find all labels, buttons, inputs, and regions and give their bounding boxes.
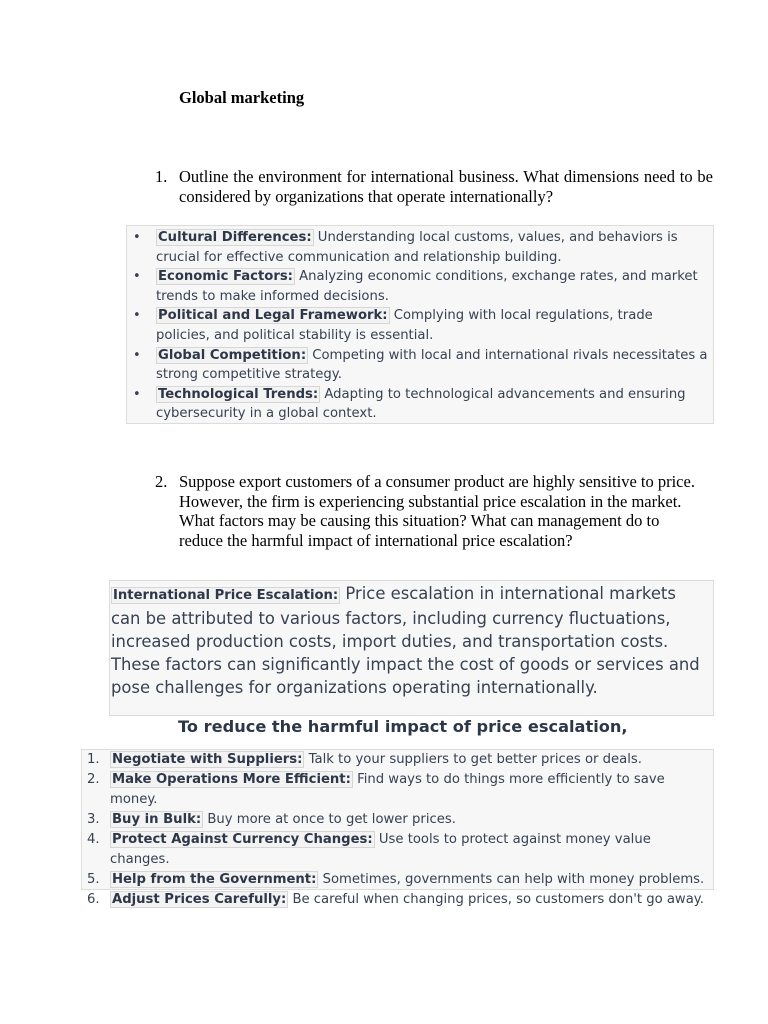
bullet-icon: • bbox=[133, 386, 141, 402]
question-1-text: Outline the environment for international business. What dimensions need to be considered by organizations that operate internationally? bbox=[179, 167, 713, 206]
question-1 bbox=[155, 167, 713, 206]
step-term: Protect Against Currency Changes: bbox=[112, 832, 373, 847]
step-desc: Use tools to protect against money value changes. bbox=[110, 832, 651, 867]
list-item bbox=[127, 385, 709, 424]
step-number: 2. bbox=[87, 772, 100, 787]
term-international-price-escalation: International Price Escalation: bbox=[113, 588, 339, 603]
list-item bbox=[127, 306, 709, 345]
list-item bbox=[82, 870, 711, 890]
step-number: 4. bbox=[87, 832, 100, 847]
bullet-icon: • bbox=[133, 308, 141, 324]
term-cultural-differences: Cultural Differences: bbox=[158, 230, 312, 245]
step-term: Adjust Prices Carefully: bbox=[112, 892, 287, 907]
list-item bbox=[82, 750, 711, 770]
desc-technological-trends: Adapting to technological advancements and ensuring cybersecurity in a global context. bbox=[156, 386, 686, 422]
list-item bbox=[127, 346, 709, 385]
desc-international-price-escalation: Price escalation in international markets can be attributed to various factors, including currency fluctuations, increased production costs, import duties, and transportation costs. These factors can significantly impact the cost of goods or services and pose challenges for organizations operating internationally. bbox=[111, 584, 700, 697]
term-technological-trends: Technological Trends: bbox=[158, 386, 319, 402]
term-economic-factors: Economic Factors: bbox=[158, 269, 293, 285]
bullet-icon: • bbox=[133, 230, 141, 245]
step-number: 5. bbox=[87, 872, 100, 887]
list-item bbox=[82, 770, 711, 810]
step-number: 3. bbox=[87, 812, 100, 827]
list-item bbox=[82, 890, 711, 910]
bullet-icon: • bbox=[133, 347, 141, 363]
step-desc: Find ways to do things more efficiently to save money. bbox=[110, 772, 665, 807]
desc-global-competition: Competing with local and international rivals necessitates a strong competitive strategy. bbox=[156, 347, 708, 383]
question-1-number: 1. bbox=[155, 167, 168, 186]
answer-2-panel bbox=[109, 580, 714, 716]
step-desc: Talk to your suppliers to get better prices or deals. bbox=[304, 752, 642, 767]
term-global-competition: Global Competition: bbox=[158, 347, 307, 363]
question-2-number: 2. bbox=[155, 472, 168, 491]
step-term: Make Operations More Efficient: bbox=[112, 772, 351, 787]
step-desc: Buy more at once to get lower prices. bbox=[203, 812, 456, 827]
step-desc: Sometimes, governments can help with money problems. bbox=[318, 872, 705, 887]
step-number: 6. bbox=[87, 892, 100, 907]
step-term: Negotiate with Suppliers: bbox=[112, 752, 303, 767]
list-item bbox=[82, 830, 711, 870]
reduce-impact-heading: To reduce the harmful impact of price escalation, bbox=[178, 717, 628, 736]
question-2-text: Suppose export customers of a consumer product are highly sensitive to price. However, the firm is experiencing substantial price escalation in the market. What factors may be causing this situation? What can management do to reduce the harmful impact of international price escalation? bbox=[179, 472, 695, 550]
step-term: Buy in Bulk: bbox=[112, 812, 202, 827]
step-desc: Be careful when changing prices, so customers don't go away. bbox=[288, 892, 704, 907]
list-item bbox=[127, 228, 709, 267]
list-item bbox=[127, 267, 709, 306]
document-title: Global marketing bbox=[179, 88, 305, 107]
step-term: Help from the Government: bbox=[112, 872, 317, 887]
steps-panel bbox=[81, 749, 714, 907]
desc-political-legal: Complying with local regulations, trade policies, and political stability is essential. bbox=[156, 308, 653, 343]
desc-cultural-differences: Understanding local customs, values, and behaviors is crucial for effective communication and relationship building. bbox=[156, 230, 678, 265]
list-item bbox=[82, 810, 711, 830]
bullet-icon: • bbox=[133, 269, 141, 285]
desc-economic-factors: Analyzing economic conditions, exchange rates, and market trends to make informed decisions. bbox=[156, 269, 698, 304]
term-political-legal: Political and Legal Framework: bbox=[158, 308, 388, 324]
answer-1-panel bbox=[126, 225, 714, 424]
question-2 bbox=[155, 472, 705, 550]
step-number: 1. bbox=[87, 752, 100, 767]
